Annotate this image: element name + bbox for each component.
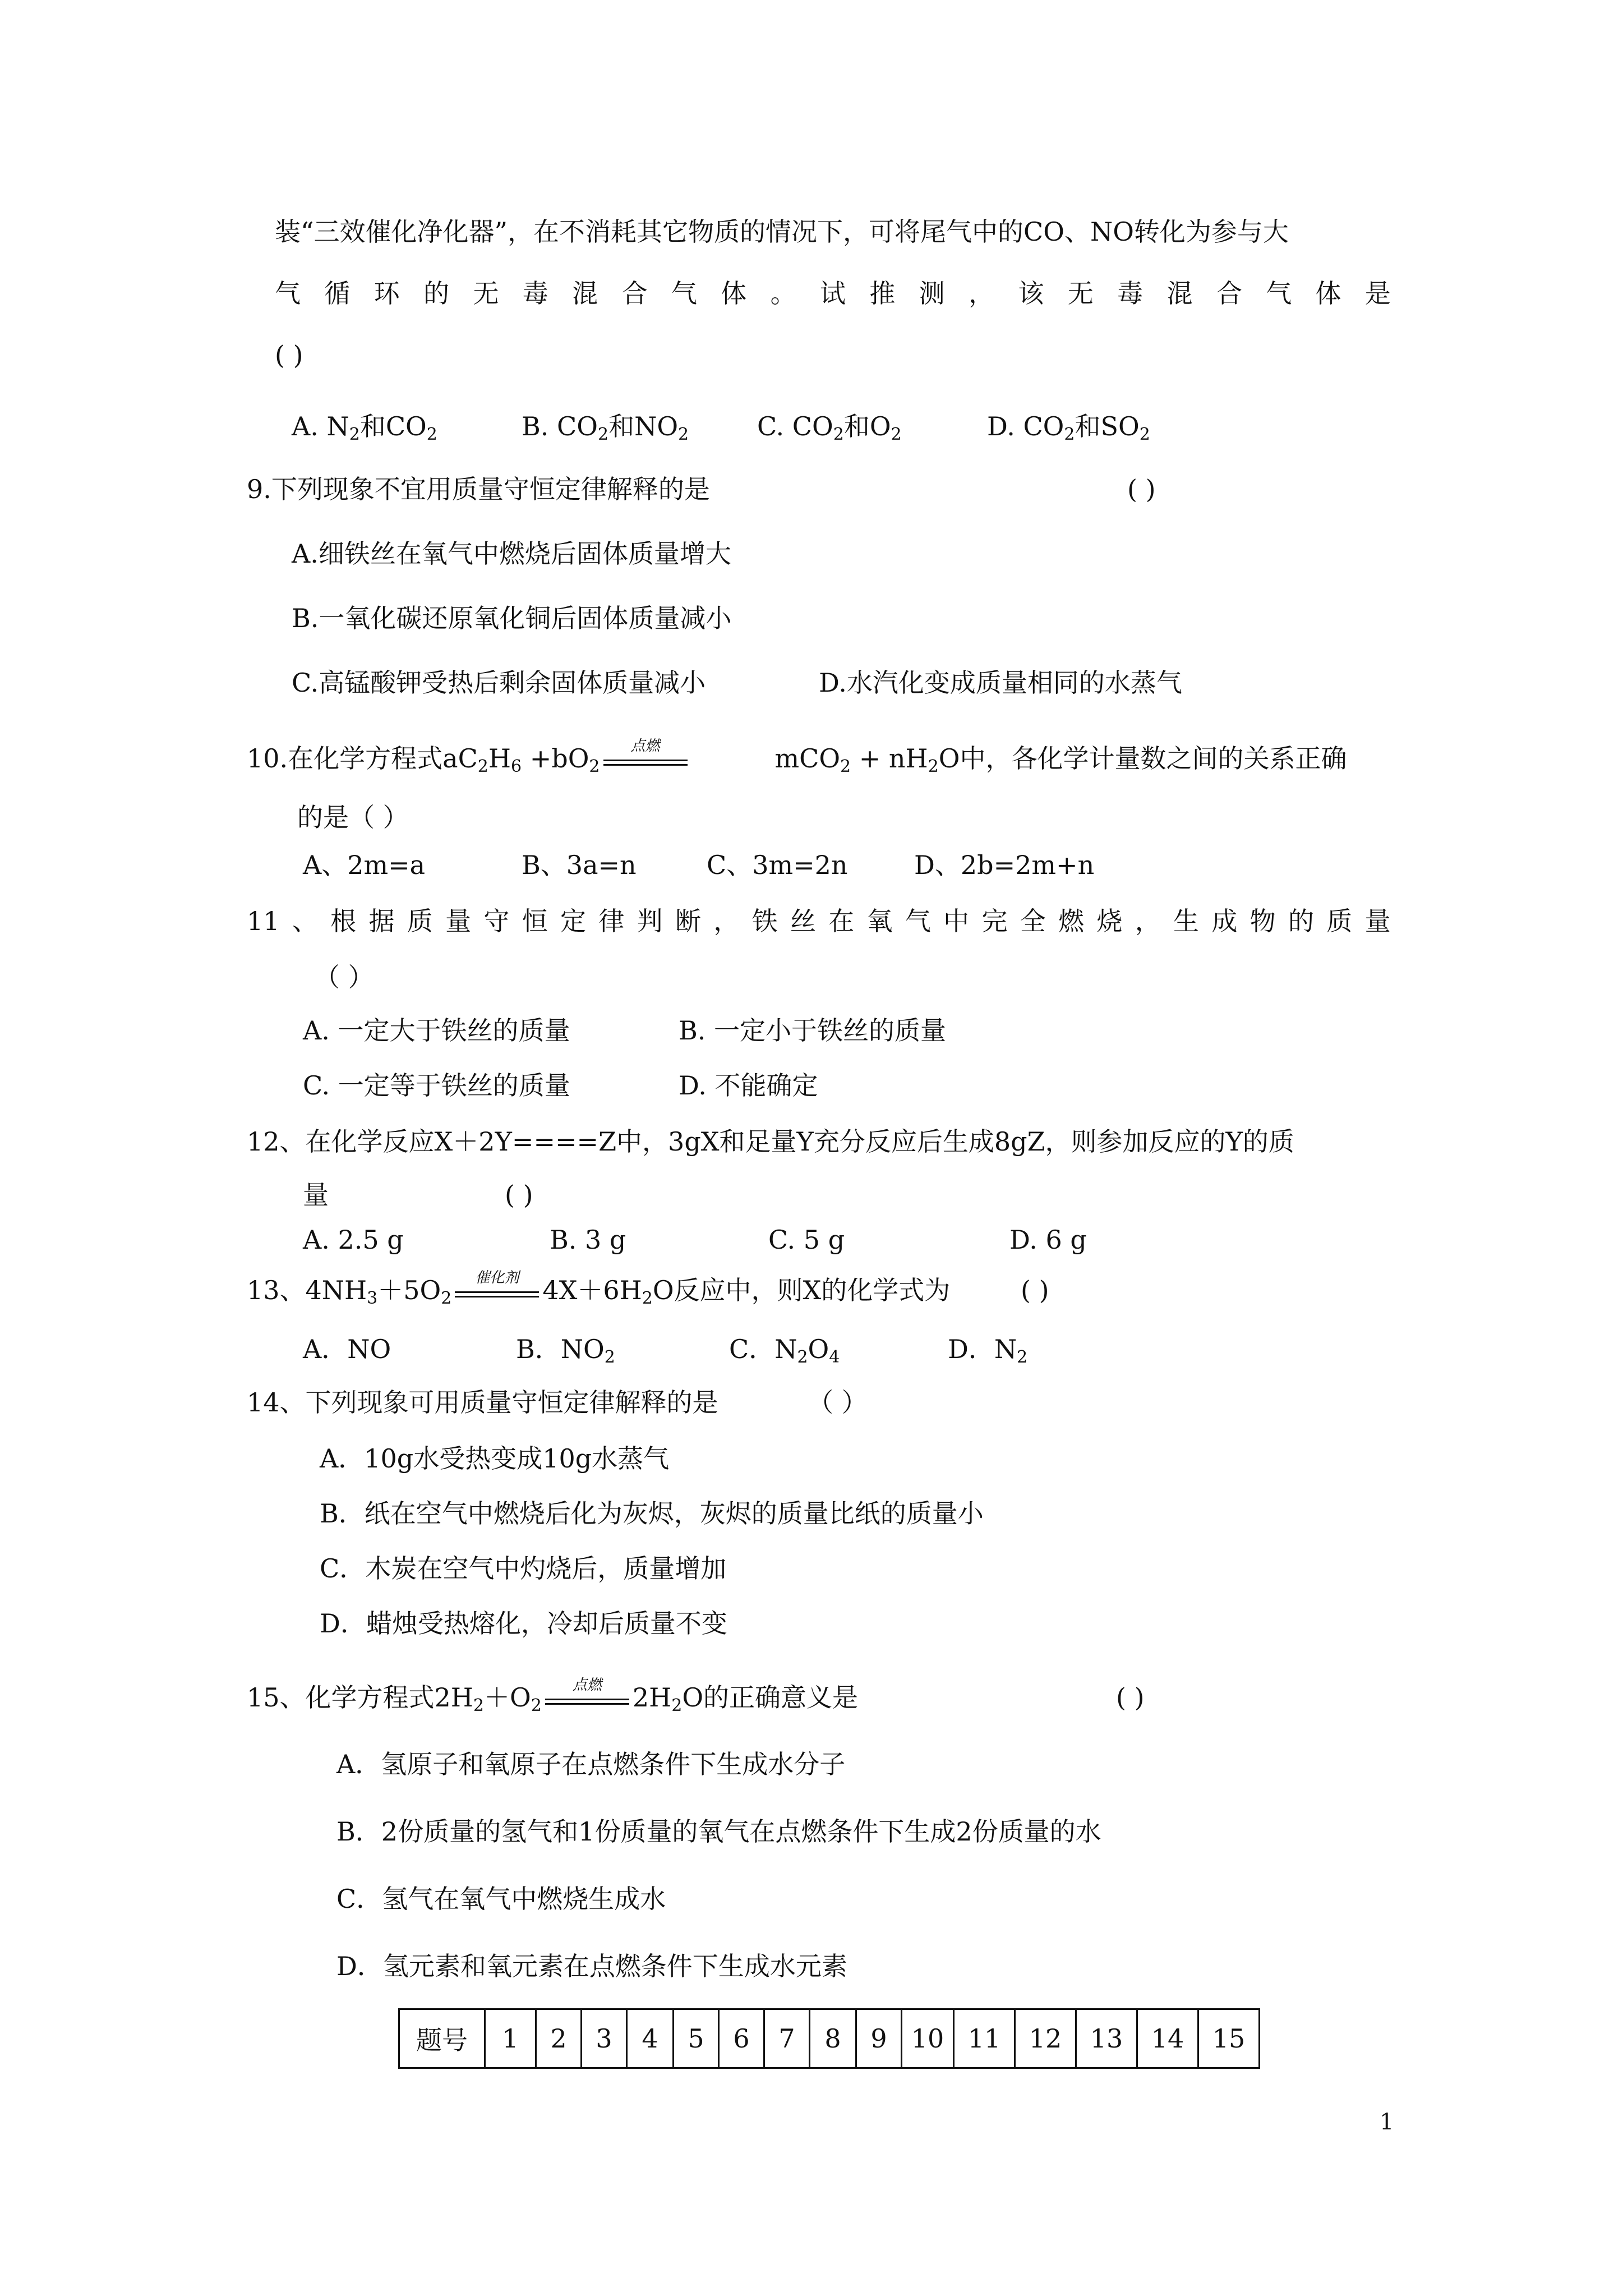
q11-stem-char: 在: [828, 906, 855, 936]
q8-line2-char: 无: [1067, 278, 1094, 309]
q11-stem-char: 丝: [790, 906, 816, 936]
q8-paren: ( ): [275, 340, 303, 370]
q12-paren: ( ): [505, 1180, 533, 1210]
q8-line2-char: 是: [1364, 278, 1391, 309]
q11-stem-char: 烧: [1096, 906, 1123, 936]
q15-equation-line: 15、化学方程式$2H_2+O_2$ 点燃 $2H_2O$的正确意义是: [247, 1677, 859, 1715]
q8-line2-char: 循: [324, 278, 351, 309]
q8-line2-char: 的: [423, 278, 450, 309]
q14-option-c: C．木炭在空气中灼烧后，质量增加: [320, 1553, 727, 1584]
q11-stem-char: 据: [368, 906, 395, 936]
q8-line2-char: 气: [671, 278, 697, 309]
q11-stem-char: 全: [1020, 906, 1046, 936]
q12-option: A. 2.5 g: [303, 1225, 404, 1255]
q9-option-a: A.细铁丝在氧气中燃烧后固体质量增大: [292, 539, 731, 569]
q9-option-d: D.水汽化变成质量相同的水蒸气: [819, 668, 1182, 698]
q9-paren: ( ): [1127, 474, 1156, 504]
q13-equation-line: 13、$4NH_3+5O_2$ 催化剂 $4X+6H_2O$反应中，则X的化学式为: [247, 1269, 951, 1308]
q12-line2: 量: [303, 1180, 329, 1210]
q8-line2-char: 毒: [1117, 278, 1144, 309]
q11-stem-char: 燃: [1058, 906, 1085, 936]
q8-line2-char: 无: [473, 278, 499, 309]
q12-option: C. 5 g: [768, 1225, 845, 1255]
q13-option: A．NO: [303, 1334, 391, 1364]
q8-option: B. $CO_2$和$NO_2$: [522, 411, 689, 444]
q12-line1: 12、在化学反应X＋2Y====Z中，3gX和足量Y充分反应后生成8gZ，则参加反应的Y的质: [247, 1126, 1294, 1157]
answer-table-cell[interactable]: 5: [674, 2009, 719, 2068]
q11-stem-char: 中: [943, 906, 970, 936]
q11-stem-char: 11: [247, 906, 280, 936]
q8-line2-char: 气: [275, 278, 301, 309]
q9-option-c: C.高锰酸钾受热后剩余固体质量减小: [292, 668, 706, 698]
q11-stem-char: 根: [330, 906, 357, 936]
q11-stem-char: 断: [675, 906, 701, 936]
q11-stem-char: 成: [1211, 906, 1238, 936]
q14-paren: （ ）: [808, 1387, 868, 1418]
q11-stem-char: 物: [1249, 906, 1276, 936]
q11-stem-char: 氧: [866, 906, 893, 936]
q12-option: D. 6 g: [1009, 1225, 1087, 1255]
answer-table-cell[interactable]: 1: [485, 2009, 536, 2068]
answer-table: [398, 2008, 1260, 2069]
q12-option: B. 3 g: [550, 1225, 626, 1255]
q8-line2-char: 混: [572, 278, 598, 309]
q11-stem-char: 的: [1288, 906, 1314, 936]
q8-line2: [275, 277, 1391, 310]
answer-table-cell[interactable]: 8: [810, 2009, 856, 2068]
q8-line1: 装“三效催化净化器”，在不消耗其它物质的情况下，可将尾气中的CO、NO转化为参与大: [275, 217, 1289, 247]
q11-stem-char: 律: [598, 906, 625, 936]
answer-table-cell[interactable]: 14: [1137, 2009, 1198, 2068]
answer-table-cell[interactable]: 6: [719, 2009, 764, 2068]
q8-line2-char: 试: [819, 278, 846, 309]
q8-line2-char: 体: [721, 278, 747, 309]
q10-option: D、2b=2m+n: [914, 850, 1095, 880]
q13-option: C．$N_2O_4$: [729, 1334, 840, 1367]
q11-stem: [247, 904, 1391, 938]
q15-option-c: C．氢气在氧气中燃烧生成水: [336, 1884, 666, 1914]
q11-stem-char: 、: [292, 906, 318, 936]
q11-stem-char: 质: [1326, 906, 1353, 936]
q8-line2-char: 合: [621, 278, 648, 309]
answer-table-header: 题号: [399, 2009, 485, 2068]
q11-stem-char: 守: [483, 906, 510, 936]
q10-equation-line: 10.在化学方程式$aC_2H_6 +bO_2$ 点燃 $mCO_2 + nH_2O$中，各化学计量数之间的关系正确: [247, 738, 1347, 776]
answer-table-cell[interactable]: 3: [582, 2009, 627, 2068]
q15-option-a: A．氢原子和氧原子在点燃条件下生成水分子: [336, 1749, 846, 1779]
q8-line2-char: 毒: [522, 278, 548, 309]
q11-stem-char: 生: [1173, 906, 1200, 936]
answer-table-cell[interactable]: 11: [954, 2009, 1015, 2068]
q13-paren: ( ): [1021, 1275, 1049, 1305]
q15-option-b: B．2份质量的氢气和1份质量的氧气在点燃条件下生成2份质量的水: [336, 1816, 1101, 1847]
answer-table-cell[interactable]: 4: [627, 2009, 674, 2068]
q11-stem-char: 完: [981, 906, 1008, 936]
q14-option-b: B．纸在空气中燃烧后化为灰烬，灰烬的质量比纸的质量小: [320, 1498, 984, 1529]
q11-stem-char: 恒: [522, 906, 548, 936]
answer-table-row: [399, 2009, 1260, 2068]
q8-line2-char: 测: [919, 278, 945, 309]
answer-table-cell[interactable]: 10: [902, 2009, 954, 2068]
answer-table-cell[interactable]: 13: [1076, 2009, 1137, 2068]
reaction-arrow: 点燃: [545, 1681, 629, 1714]
q9-option-b: B.一氧化碳还原氧化铜后固体质量减小: [292, 603, 732, 633]
q8-option: C. $CO_2$和$O_2$: [757, 411, 902, 444]
q10-option: C、3m=2n: [707, 850, 848, 880]
q10-option: B、3a=n: [522, 850, 637, 880]
q8-line2-char: 气: [1266, 278, 1292, 309]
q11-stem-char: ，: [713, 906, 740, 936]
answer-table-cell[interactable]: 12: [1015, 2009, 1076, 2068]
q11-option-c: C. 一定等于铁丝的质量: [303, 1070, 570, 1101]
q11-stem-char: 量: [1364, 906, 1391, 936]
q9-stem: 9.下列现象不宜用质量守恒定律解释的是: [247, 474, 710, 504]
answer-table-cell[interactable]: 9: [856, 2009, 902, 2068]
q11-stem-char: 判: [637, 906, 663, 936]
reaction-arrow: 催化剂: [455, 1273, 539, 1307]
q11-paren: （ ）: [314, 962, 374, 992]
q8-line2-char: 该: [1018, 278, 1044, 309]
q13-option: B．$NO_2$: [516, 1334, 615, 1367]
q11-stem-char: ，: [1135, 906, 1161, 936]
q12-options: [303, 1223, 1178, 1257]
q15-paren: ( ): [1116, 1682, 1145, 1713]
q13-options: [303, 1332, 1116, 1366]
answer-table-cell[interactable]: 2: [536, 2009, 582, 2068]
q8-options: [292, 409, 1155, 443]
q8-line2-char: ，: [969, 278, 995, 309]
q10-options: [303, 848, 1099, 882]
q8-line2-char: 合: [1216, 278, 1242, 309]
reaction-arrow: 点燃: [603, 742, 688, 775]
q14-option-a: A．10g水受热变成10g水蒸气: [320, 1443, 670, 1474]
q14-option-d: D．蜡烛受热熔化，冷却后质量不变: [320, 1608, 727, 1639]
answer-table-cell[interactable]: 7: [764, 2009, 810, 2068]
q8-line2-char: 推: [869, 278, 896, 309]
q8-line2-char: 体: [1315, 278, 1341, 309]
q10-line2: 的是（ ）: [297, 802, 409, 832]
q10-option: A、2m=a: [303, 850, 426, 880]
q11-option-a: A. 一定大于铁丝的质量: [303, 1015, 570, 1046]
q11-stem-char: 质: [407, 906, 433, 936]
q13-option: D．$N_2$: [948, 1334, 1028, 1367]
q11-stem-char: 量: [445, 906, 472, 936]
q11-stem-char: 铁: [751, 906, 778, 936]
q11-option-b: B. 一定小于铁丝的质量: [679, 1015, 947, 1046]
answer-table-cell[interactable]: 15: [1198, 2009, 1260, 2068]
q11-stem-char: 定: [560, 906, 587, 936]
q14-stem: 14、下列现象可用质量守恒定律解释的是: [247, 1387, 718, 1418]
q8-option: D. $CO_2$和$SO_2$: [987, 411, 1150, 444]
q8-line2-char: 。: [770, 278, 796, 309]
q11-option-d: D. 不能确定: [679, 1070, 818, 1101]
q8-line2-char: 混: [1166, 278, 1193, 309]
q8-option: A. $N_2$和$CO_2$: [292, 411, 437, 444]
q15-option-d: D．氢元素和氧元素在点燃条件下生成水元素: [336, 1951, 847, 1981]
q11-stem-char: 气: [905, 906, 931, 936]
q8-line2-char: 环: [374, 278, 400, 309]
page-number: 1: [1380, 2109, 1394, 2135]
